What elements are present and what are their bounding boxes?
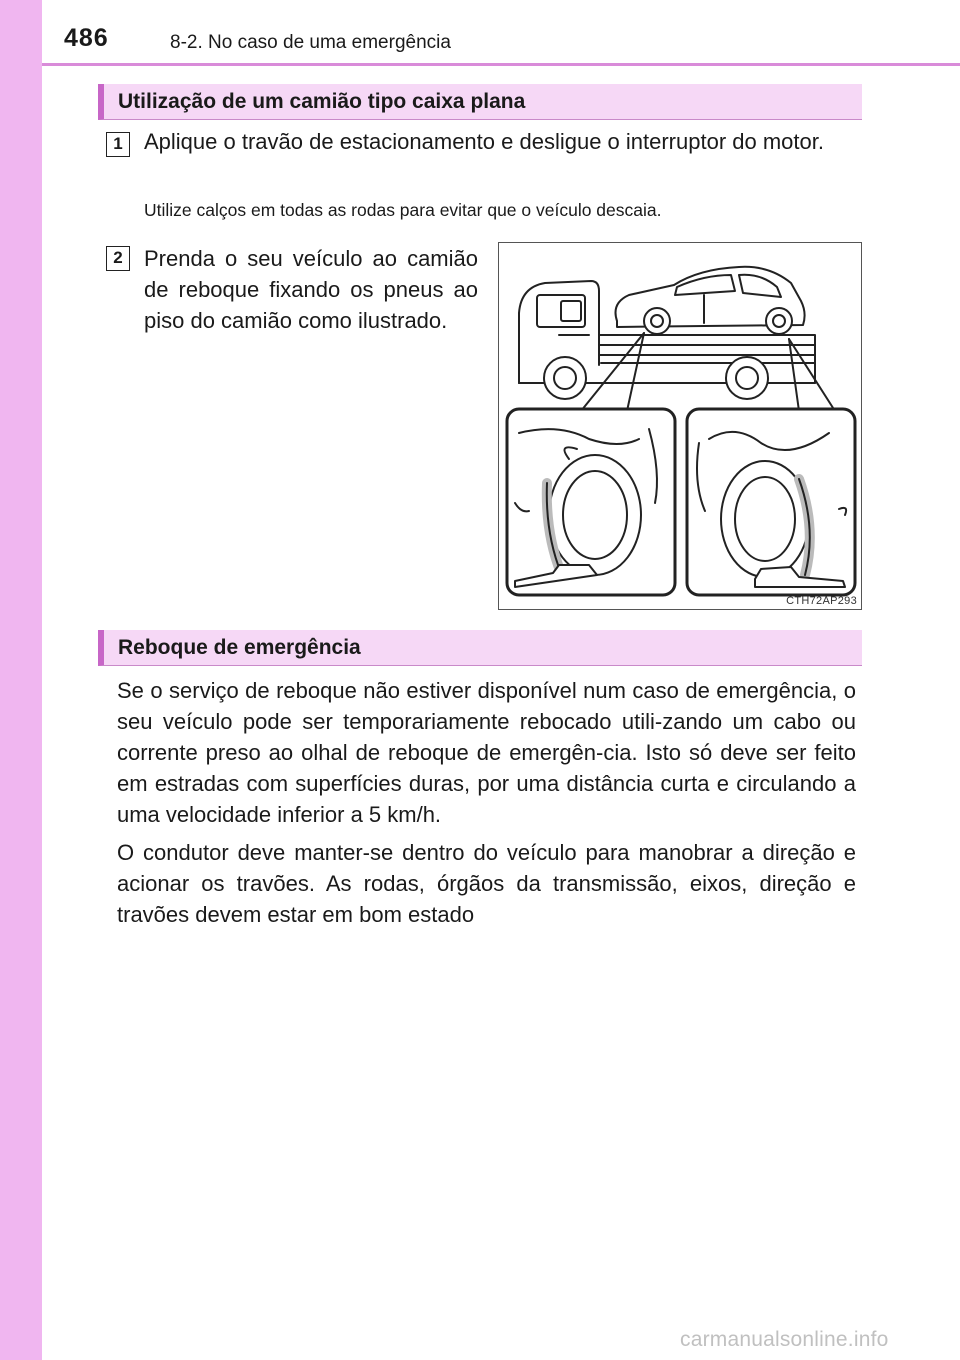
section-heading-emergency-towing xyxy=(98,630,862,666)
step-1-note: Utilize calços em todas as rodas para evitar que o veículo descaia. xyxy=(144,200,662,220)
section-heading-text: Reboque de emergência xyxy=(118,636,361,659)
chapter-title: 8-2. No caso de uma emergência xyxy=(170,32,451,53)
step-1-text: Aplique o travão de estacionamento e desligue o interruptor do motor. xyxy=(144,129,824,154)
illustration-code: CTH72AP293 xyxy=(786,595,857,607)
page-number: 486 xyxy=(64,24,109,52)
flatbed-truck-drawing xyxy=(499,243,863,611)
chapter-side-strip xyxy=(0,0,42,1360)
step-badge-1: 1 xyxy=(106,132,130,157)
paragraph-towing-conditions: Se o serviço de reboque não estiver disponível num caso de emergência, o seu veículo pode ser temporariamente rebocado utili-zando um cabo ou corrente preso ao olhal de reboque de emergên-cia. Isto só deve ser feito em estradas com superfícies duras, por uma distância curta e circulando a uma velocidade inferior a 5 km/h. xyxy=(117,678,856,827)
header-rule xyxy=(42,63,960,66)
section-heading-text: Utilização de um camião tipo caixa plana xyxy=(118,90,526,113)
watermark-text: carmanualsonline.info xyxy=(680,1328,889,1351)
flatbed-truck-illustration xyxy=(498,242,862,610)
step-badge-2: 2 xyxy=(106,246,130,271)
paragraph-driver-requirements: O condutor deve manter-se dentro do veículo para manobrar a direção e acionar os travões. As rodas, órgãos da transmissão, eixos, direção e travões devem estar em bom estado xyxy=(117,840,856,927)
section-heading-flatbed xyxy=(98,84,862,120)
step-2-text: Prenda o seu veículo ao camião de reboque fixando os pneus ao piso do camião como ilustrado. xyxy=(144,246,478,333)
